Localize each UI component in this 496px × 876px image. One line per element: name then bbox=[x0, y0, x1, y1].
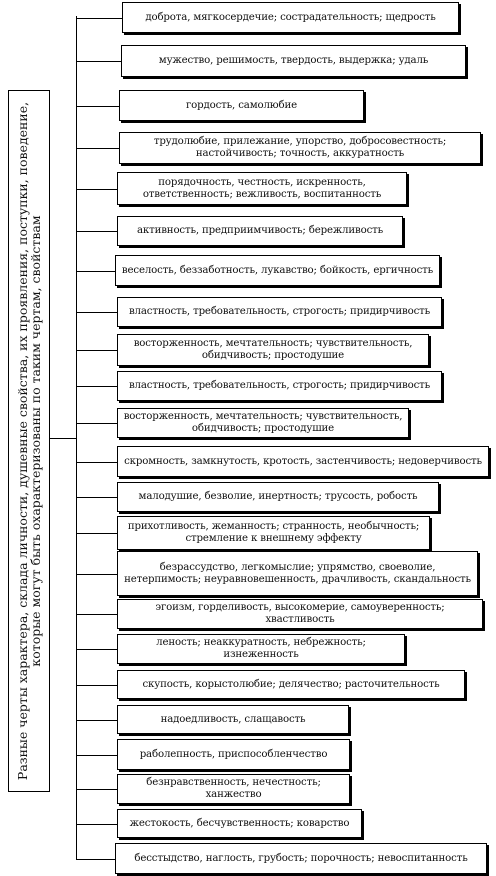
trait-box: порядочность, честность, искренность, ответственность; вежливость, воспитанность bbox=[117, 172, 407, 205]
branch-connector bbox=[76, 271, 115, 272]
trait-box: жестокость, бесчувственность; коварство bbox=[117, 809, 362, 838]
root-connector bbox=[48, 438, 76, 439]
trait-box: бесстыдство, наглость, грубость; порочность; невоспитанность bbox=[115, 843, 487, 874]
branch-connector bbox=[76, 231, 117, 232]
branch-connector bbox=[76, 148, 119, 149]
trait-box: активность, предприимчивость; бережливость bbox=[117, 216, 403, 246]
branch-connector bbox=[76, 18, 122, 19]
vertical-trunk bbox=[76, 16, 77, 859]
branch-connector bbox=[76, 824, 117, 825]
branch-connector bbox=[76, 386, 117, 387]
trait-box: надоедливость, слащавость bbox=[117, 705, 349, 734]
branch-connector bbox=[76, 462, 117, 463]
branch-connector bbox=[76, 859, 115, 860]
branch-connector bbox=[76, 533, 117, 534]
branch-connector bbox=[76, 720, 117, 721]
trait-box: доброта, мягкосердечие; сострадательность; щедрость bbox=[122, 2, 459, 33]
trait-box: эгоизм, горделивость, высокомерие, самоуверенность; хвастливость bbox=[117, 599, 483, 629]
trait-box: восторженность, мечтательность; чувствительность, обидчивость; простодушие bbox=[117, 408, 409, 438]
trait-box: леность; неаккуратность, небрежность; изнеженность bbox=[117, 634, 405, 664]
trait-box: безрассудство, легкомыслие; упрямство, своеволие, нетерпимость; неуравновешенность, драчливость, скандальность bbox=[117, 551, 478, 596]
trait-box: раболепность, приспособленчество bbox=[117, 739, 350, 770]
branch-connector bbox=[76, 685, 117, 686]
branch-connector bbox=[76, 789, 117, 790]
trait-box: прихотливость, жеманность; странность, необычность; стремление к внешнему эффекту bbox=[117, 516, 430, 550]
trait-box: восторженность, мечтательность; чувствительность, обидчивость; простодушие bbox=[117, 334, 429, 366]
trait-box: малодушие, безволие, инертность; трусость, робость bbox=[117, 482, 439, 512]
branch-connector bbox=[76, 61, 121, 62]
branch-connector bbox=[76, 755, 117, 756]
trait-box: властность, требовательность, строгость; придирчивость bbox=[117, 297, 442, 327]
root-category-label: Разные черты характера, склада личности, душевные свойства, их проявления, поступки, поведение, которые могут быть охарактеризованы по таким чертам, свойствам bbox=[15, 101, 43, 781]
branch-connector bbox=[76, 312, 117, 313]
trait-box: скупость, корыстолюбие; делячество; расточительность bbox=[117, 670, 465, 699]
trait-box: властность, требовательность, строгость; придирчивость bbox=[117, 371, 442, 401]
branch-connector bbox=[76, 497, 117, 498]
trait-box: безнравственность, нечестность; ханжество bbox=[117, 774, 350, 804]
branch-connector bbox=[76, 106, 119, 107]
branch-connector bbox=[76, 189, 117, 190]
trait-box: гордость, самолюбие bbox=[119, 90, 364, 121]
trait-box: мужество, решимость, твердость, выдержка; удаль bbox=[121, 45, 466, 77]
trait-box: скромность, замкнутость, кротость, застенчивость; недоверчивость bbox=[117, 446, 489, 477]
branch-connector bbox=[76, 614, 117, 615]
branch-connector bbox=[76, 350, 117, 351]
trait-box: трудолюбие, прилежание, упорство, добросовестность; настойчивость; точность, аккуратность bbox=[119, 132, 481, 164]
trait-box: веселость, беззаботность, лукавство; бойкость, ергичность bbox=[115, 255, 440, 286]
root-category-box bbox=[8, 90, 50, 792]
branch-connector bbox=[76, 574, 117, 575]
branch-connector bbox=[76, 423, 117, 424]
branch-connector bbox=[76, 649, 117, 650]
